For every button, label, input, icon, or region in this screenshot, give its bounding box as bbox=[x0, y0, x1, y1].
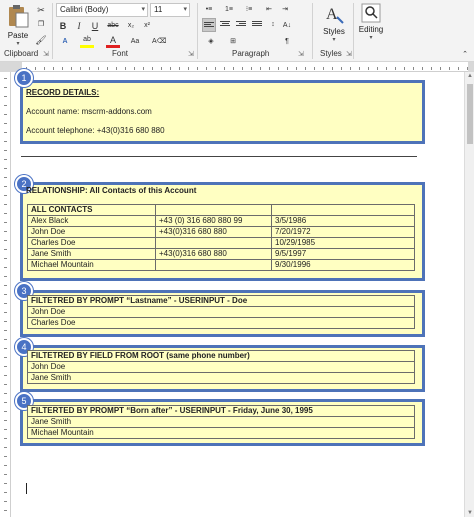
clear-formatting-icon[interactable]: A⌫ bbox=[152, 38, 167, 45]
justify-button[interactable] bbox=[250, 18, 264, 32]
contact-name-cell: John Doe bbox=[28, 362, 415, 373]
ruler-tick bbox=[305, 67, 306, 70]
multilevel-list-icon[interactable]: ⁝≡ bbox=[245, 6, 253, 13]
contact-phone-cell: +43(0)316 680 880 bbox=[156, 227, 272, 238]
align-right-button[interactable] bbox=[234, 18, 248, 32]
section-number-badge: 4 bbox=[15, 338, 33, 356]
ruler-tick bbox=[98, 67, 99, 70]
ruler-tick bbox=[4, 348, 7, 349]
filter-born-after-table bbox=[27, 405, 415, 439]
ruler-tick bbox=[449, 67, 450, 70]
ruler-tick bbox=[170, 67, 171, 70]
ruler-tick bbox=[4, 96, 7, 97]
ruler-tick bbox=[206, 67, 207, 70]
grow-font-icon[interactable]: Aa bbox=[130, 38, 140, 45]
styles-label: Styles bbox=[323, 27, 345, 36]
table-row bbox=[28, 318, 415, 329]
ruler-tick bbox=[143, 67, 144, 70]
ruler-tick bbox=[395, 67, 396, 70]
section-number-badge: 3 bbox=[15, 282, 33, 300]
contact-name-cell: Jane Smith bbox=[28, 373, 415, 384]
ruler-tick bbox=[4, 294, 7, 295]
strikethrough-icon[interactable]: abc bbox=[107, 22, 119, 29]
ruler-tick bbox=[4, 132, 7, 133]
font-color-icon[interactable]: A bbox=[106, 35, 120, 49]
ruler-tick bbox=[4, 276, 7, 277]
ruler-tick bbox=[4, 411, 7, 412]
table-row bbox=[28, 428, 415, 439]
subscript-icon[interactable]: x₂ bbox=[127, 22, 135, 29]
group-divider bbox=[197, 3, 198, 59]
text-effects-icon[interactable]: A bbox=[62, 38, 68, 45]
contact-phone-cell bbox=[156, 260, 272, 271]
ruler-tick bbox=[467, 67, 468, 70]
contact-name-cell: Michael Mountain bbox=[28, 428, 415, 439]
chevron-down-icon: ▾ bbox=[183, 6, 187, 13]
styles-group-label: Styles bbox=[320, 49, 342, 58]
scroll-up-icon[interactable]: ▲ bbox=[467, 73, 473, 79]
table-header-cell: FILTETRED BY PROMPT “Lastname” - USERINPUT - Doe bbox=[28, 296, 415, 307]
group-divider bbox=[353, 3, 354, 59]
ruler-tick bbox=[332, 67, 333, 70]
contact-name-cell: Charles Doe bbox=[28, 318, 415, 329]
ruler-tick bbox=[62, 67, 63, 70]
ruler-tick bbox=[242, 67, 243, 70]
ruler-tick bbox=[260, 67, 261, 70]
chevron-down-icon: ▾ bbox=[332, 37, 336, 43]
section-number-badge: 5 bbox=[15, 392, 33, 410]
ruler-tick bbox=[4, 339, 7, 340]
ruler-tick bbox=[269, 67, 270, 70]
table-row bbox=[28, 227, 415, 238]
ruler-tick bbox=[4, 258, 7, 259]
ruler-tick bbox=[4, 204, 7, 205]
contact-name-cell: Charles Doe bbox=[28, 238, 156, 249]
chevron-down-icon: ▾ bbox=[141, 6, 145, 13]
ruler-tick bbox=[440, 67, 441, 70]
clipboard-group-label: Clipboard bbox=[4, 49, 39, 58]
table-header-row bbox=[28, 351, 415, 362]
ruler-tick bbox=[4, 159, 7, 160]
superscript-icon[interactable]: x² bbox=[144, 22, 150, 29]
italic-button[interactable]: I bbox=[77, 21, 81, 31]
ruler-tick bbox=[413, 67, 414, 70]
ruler-tick bbox=[4, 186, 7, 187]
ruler-tick bbox=[359, 67, 360, 70]
contact-date-cell: 10/29/1985 bbox=[272, 238, 415, 249]
ruler-tick bbox=[422, 67, 423, 70]
ruler-tick bbox=[4, 483, 7, 484]
table-header-row bbox=[28, 205, 415, 216]
ruler-tick bbox=[4, 222, 7, 223]
highlight-color-icon[interactable]: ab bbox=[80, 35, 94, 49]
ruler-tick bbox=[4, 141, 7, 142]
ruler-tick bbox=[4, 492, 7, 493]
sort-icon[interactable]: A↓ bbox=[282, 22, 292, 29]
search-icon bbox=[361, 3, 381, 23]
format-painter-icon[interactable]: 🖌 bbox=[35, 35, 47, 45]
ruler-tick bbox=[4, 168, 7, 169]
table-row bbox=[28, 373, 415, 384]
contact-name-cell: Jane Smith bbox=[28, 417, 415, 428]
contact-name-cell: John Doe bbox=[28, 227, 156, 238]
ruler-tick bbox=[179, 67, 180, 70]
styles-launcher-icon[interactable]: ⇲ bbox=[346, 51, 352, 58]
ruler-tick bbox=[152, 67, 153, 70]
bullets-icon[interactable]: •≡ bbox=[205, 6, 213, 13]
paste-button[interactable] bbox=[4, 3, 32, 47]
bold-button[interactable]: B bbox=[59, 21, 67, 31]
editing-label: Editing bbox=[358, 25, 384, 34]
paragraph-group-label: Paragraph bbox=[232, 49, 270, 58]
ruler-tick bbox=[287, 67, 288, 70]
ruler-tick bbox=[53, 67, 54, 70]
font-size-select[interactable] bbox=[150, 3, 190, 17]
horizontal-divider bbox=[21, 156, 417, 157]
contact-date-cell: 7/20/1972 bbox=[272, 227, 415, 238]
borders-icon[interactable]: ⊞ bbox=[230, 38, 236, 45]
paste-label: Paste bbox=[7, 31, 29, 40]
ruler-tick bbox=[44, 67, 45, 70]
table-row bbox=[28, 238, 415, 249]
ruler-tick bbox=[4, 456, 7, 457]
contact-name-cell: Alex Black bbox=[28, 216, 156, 227]
table-header-cell: ALL CONTACTS bbox=[28, 205, 156, 216]
contact-date-cell: 9/30/1996 bbox=[272, 260, 415, 271]
account-name-text: Account name: mscrm-addons.com bbox=[26, 107, 152, 116]
table-row bbox=[28, 216, 415, 227]
ruler-tick bbox=[4, 105, 7, 106]
ruler-tick bbox=[4, 501, 7, 502]
font-family-value: Calibri (Body) bbox=[60, 5, 109, 14]
ruler-tick bbox=[4, 123, 7, 124]
ruler-tick bbox=[4, 177, 7, 178]
table-header-cell bbox=[156, 205, 272, 216]
ruler-tick bbox=[386, 67, 387, 70]
contact-phone-cell bbox=[156, 238, 272, 249]
styles-button[interactable] bbox=[318, 3, 350, 47]
collapse-ribbon-icon[interactable]: ⌃ bbox=[462, 51, 468, 58]
ruler-tick bbox=[4, 375, 7, 376]
ruler-tick bbox=[215, 67, 216, 70]
ruler-tick bbox=[350, 67, 351, 70]
ruler-tick bbox=[4, 267, 7, 268]
ruler-tick bbox=[4, 150, 7, 151]
ruler-tick bbox=[4, 366, 7, 367]
styles-icon bbox=[323, 3, 345, 25]
text-cursor bbox=[26, 483, 27, 494]
table-header-row bbox=[28, 406, 415, 417]
ruler-tick bbox=[197, 67, 198, 70]
group-divider bbox=[312, 3, 313, 59]
svg-text:A: A bbox=[326, 6, 338, 23]
ruler-tick bbox=[4, 438, 7, 439]
relationship-header: RELATIONSHIP: All Contacts of this Account bbox=[26, 186, 197, 195]
align-left-button[interactable] bbox=[202, 18, 216, 32]
ruler-tick bbox=[458, 67, 459, 70]
ruler-tick bbox=[4, 321, 7, 322]
chevron-down-icon: ▾ bbox=[16, 41, 20, 47]
chevron-down-icon: ▾ bbox=[369, 35, 373, 41]
underline-button[interactable]: U bbox=[91, 21, 99, 31]
ruler-tick bbox=[323, 67, 324, 70]
ruler-tick bbox=[4, 402, 7, 403]
table-row bbox=[28, 362, 415, 373]
ruler-right-margin bbox=[468, 62, 474, 72]
numbering-icon[interactable]: 1≡ bbox=[225, 6, 233, 13]
paragraph-launcher-icon[interactable]: ⇲ bbox=[298, 51, 304, 58]
contact-name-cell: John Doe bbox=[28, 307, 415, 318]
contact-phone-cell: +43 (0) 316 680 880 99 bbox=[156, 216, 272, 227]
ruler-tick bbox=[71, 67, 72, 70]
ruler-tick bbox=[4, 240, 7, 241]
ruler-tick bbox=[4, 195, 7, 196]
paste-icon bbox=[7, 4, 29, 28]
contact-name-cell: Jane Smith bbox=[28, 249, 156, 260]
show-formatting-icon[interactable]: ¶ bbox=[285, 38, 289, 45]
ruler-tick bbox=[4, 357, 7, 358]
document-page[interactable] bbox=[11, 72, 474, 517]
ruler-tick bbox=[314, 67, 315, 70]
ruler-tick bbox=[251, 67, 252, 70]
ruler-tick bbox=[4, 78, 7, 79]
ruler-tick bbox=[4, 465, 7, 466]
ruler-tick bbox=[4, 114, 7, 115]
ruler-tick bbox=[4, 87, 7, 88]
ruler-tick bbox=[233, 67, 234, 70]
horizontal-ruler[interactable] bbox=[0, 62, 474, 72]
record-details-header: RECORD DETAILS: bbox=[26, 88, 100, 97]
decrease-indent-icon[interactable]: ⇤ bbox=[266, 6, 272, 13]
section-number-badge: 2 bbox=[15, 175, 33, 193]
ruler-tick bbox=[80, 67, 81, 70]
ruler-tick bbox=[4, 447, 7, 448]
ruler-tick bbox=[188, 67, 189, 70]
ruler-tick bbox=[4, 330, 7, 331]
ruler-tick bbox=[4, 474, 7, 475]
scrollbar-thumb[interactable] bbox=[467, 84, 473, 144]
font-launcher-icon[interactable]: ⇲ bbox=[188, 51, 194, 58]
ruler-tick bbox=[431, 67, 432, 70]
line-spacing-icon[interactable]: ↕ bbox=[271, 21, 275, 28]
ruler-tick bbox=[404, 67, 405, 70]
ruler-tick bbox=[107, 67, 108, 70]
table-header-row bbox=[28, 296, 415, 307]
contact-date-cell: 3/5/1986 bbox=[272, 216, 415, 227]
table-row bbox=[28, 307, 415, 318]
ruler-tick bbox=[278, 67, 279, 70]
scroll-down-icon[interactable]: ▼ bbox=[467, 510, 473, 516]
ruler-tick bbox=[296, 67, 297, 70]
ruler-tick bbox=[377, 67, 378, 70]
cut-icon[interactable]: ✂ bbox=[37, 5, 45, 15]
ruler-tick bbox=[4, 303, 7, 304]
section-number-badge: 1 bbox=[15, 69, 33, 87]
font-size-value: 11 bbox=[154, 5, 163, 14]
editing-button[interactable] bbox=[356, 3, 386, 47]
contact-name-cell: Michael Mountain bbox=[28, 260, 156, 271]
font-family-select[interactable] bbox=[56, 3, 148, 17]
ruler-tick bbox=[4, 312, 7, 313]
ruler-tick bbox=[224, 67, 225, 70]
table-header-cell: FILTETRED BY FIELD FROM ROOT (same phone number) bbox=[28, 351, 415, 362]
vertical-scrollbar[interactable] bbox=[464, 72, 474, 517]
font-group-label: Font bbox=[112, 49, 129, 58]
table-row bbox=[28, 249, 415, 260]
ruler-tick bbox=[4, 249, 7, 250]
ruler-tick bbox=[4, 213, 7, 214]
contact-phone-cell: +43(0)316 680 880 bbox=[156, 249, 272, 260]
ruler-tick bbox=[4, 510, 7, 511]
contact-date-cell: 9/5/1997 bbox=[272, 249, 415, 260]
group-divider bbox=[52, 3, 53, 59]
ruler-tick bbox=[89, 67, 90, 70]
clipboard-launcher-icon[interactable]: ⇲ bbox=[43, 51, 49, 58]
all-contacts-table bbox=[27, 204, 415, 271]
ruler-tick bbox=[125, 67, 126, 70]
ruler-tick bbox=[35, 67, 36, 70]
filter-phone-table bbox=[27, 350, 415, 384]
ruler-tick bbox=[116, 67, 117, 70]
account-telephone-text: Account telephone: +43(0)316 680 880 bbox=[26, 126, 165, 135]
table-header-cell: FILTERTED BY PROMPT “Born after” - USERINPUT - Friday, June 30, 1995 bbox=[28, 406, 415, 417]
ruler-tick bbox=[4, 393, 7, 394]
shading-icon[interactable]: ◈ bbox=[208, 38, 214, 45]
ruler-tick bbox=[4, 429, 7, 430]
ribbon bbox=[0, 0, 474, 62]
increase-indent-icon[interactable]: ⇥ bbox=[282, 6, 288, 13]
ruler-tick bbox=[4, 231, 7, 232]
table-row bbox=[28, 260, 415, 271]
table-row bbox=[28, 417, 415, 428]
ruler-tick bbox=[4, 285, 7, 286]
ruler-tick bbox=[368, 67, 369, 70]
ruler-tick bbox=[341, 67, 342, 70]
table-header-cell bbox=[272, 205, 415, 216]
filter-lastname-table bbox=[27, 295, 415, 329]
vertical-ruler[interactable] bbox=[0, 72, 11, 517]
ruler-tick bbox=[4, 384, 7, 385]
ruler-tick bbox=[161, 67, 162, 70]
ruler-tick bbox=[134, 67, 135, 70]
copy-icon[interactable]: ❐ bbox=[37, 21, 45, 28]
align-center-button[interactable] bbox=[218, 18, 232, 32]
ruler-tick bbox=[4, 420, 7, 421]
